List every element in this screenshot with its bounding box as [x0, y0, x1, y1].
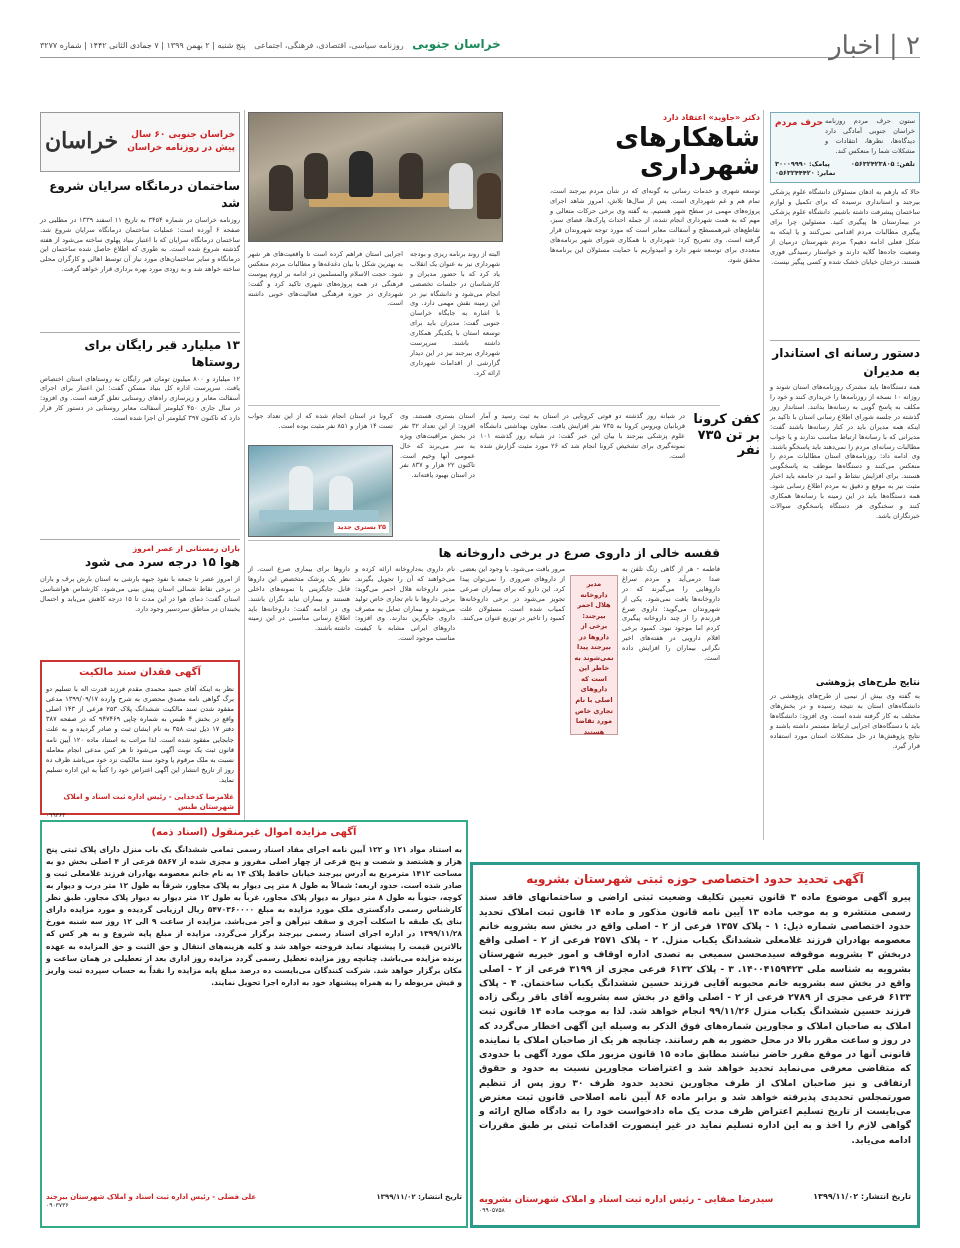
- ad-auction-body: به استناد مواد ۱۲۱ و ۱۲۲ آیین نامه اجرای مفاد اسناد رسمی تمامی ششدانگ یک باب منزل دارای پلاک ثبتی پنج هزار و هشتصد و شصت و پنج فرعی از چهار اصلی مفروز و مجزی شده از ۵۸۶۷ فرعی از ۴ اصلی بخش دو به مساحت ۱۴۱۲ مترمربع به آدرس بیرجند خیابان حافظ پلاک ۱۴ به نام خانم معصومه بهادران فرزند غلامعلی ثبت و صادر شده است. حدود اربعه: شمالاً به طول ۸ متر پی دیوار به پلاک مجاور، شرقاً به طول ۱۲ متر درب و دیوار به کوچه، جنوباً به طول ۸ متر دیوار به دیوار پلاک مجاور، غرباً به طول ۱۲ متر دیوار به دیوار پلاک مجاور. طبق نظر کارشناس رسمی دادگستری ملک مورد مزایده به مبلغ ۵۴۷۰۳۶۰۰۰۰ ریال ارزیابی گردیده و مورد مزایده دارای بنای یک طبقه با اسکلت آجری و سقف تیرآهن و آجر می‌باشد. مزایده از ساعت ۹ الی ۱۲ روز سه شنبه مورخ ۱۳۹۹/۱۱/۲۸ در اداره اجرای اسناد رسمی بیرجند برگزار می‌گردد. مزایده از مبلغ پایه شروع و به هر کس که بالاترین قیمت را پیشنهاد نماید فروخته خواهد شد و کلیه هزینه‌های انتقال و حق الثبت و حق المزایده به عهده برنده مزایده می‌باشد. چنانچه روز مزایده تعطیل رسمی گردد مزایده روز اداری بعد از تعطیلی در همان ساعت و مکان برگزار خواهد شد. شرکت کنندگان می‌بایست ده درصد مبلغ پایه مزایده را نقداً به حساب سپرده ثبت واریز و فیش مربوطه را به همراه پیشنهاد خود به اداره اجرا تحویل نمایند.: [46, 844, 462, 988]
- ad-lost-deed-code: ۰۹۹۳۶۴: [46, 811, 66, 819]
- clinic-text: روزنامه خراسان در شماره ۳۴۵۴ به تاریخ ۱۱ اسفند ۱۳۳۹ در مطلبی در صفحه ۶ آورده است: عملیات ساختمان درمانگاه سرایان شروع شد. ساختمان درمانگاه سرایان که با اعتبار بنیاد پهلوی ساخته می‌شود از هفته گذشته شروع شده است. به طوری که اطلاع حاصل شده ساختمان این درمانگاه و سایر ساختمان‌های مورد نیاز آن توسط اهالی و کارگران محلی ساخته خواهد شد و به زودی مورد بهره برداری قرار خواهد گرفت.: [40, 215, 241, 274]
- hospital-photo-caption: ۲۵ بستری جدید: [334, 522, 389, 533]
- covid-text3: کرونا در استان انجام شده که از این تعداد جواب تست ۱۴ هزار و ۸۵۱ نفر مثبت بوده است.: [248, 412, 393, 430]
- ad-lost-deed-body: نظر به اینکه آقای حمید محمدی مقدم فرزند قدرت اله با تسلیم دو برگ گواهی نامه مصدق محضری به شرح وارده ۱۳۹۹/۰۹/۱۷ مدعی مفقود شدن سند مالکیت ششدانگ پلاک ۲۵۳ فرعی از ۱۴۳ اصلی واقع در بخش ۴ طبس به شماره چاپی ۹۴۷۴۶۹ که در صفحه ۳۸۷ دفتر ۱۷ ذیل ثبت ۳۵۸ به نام ایشان ثبت و صادر گردیده و به علت جابجایی مفقود شده است. لذا مراتب به استناد ماده ۱۲۰ آیین نامه قانون ثبت یک نوبت آگهی می‌شود تا هر کس مدعی انجام معامله نسبت به ملک مرقوم یا وجود سند مالکیت نزد خود می‌باشد ظرف ده روز از تاریخ انتشار این آگهی اعتراض خود را کتباً به این اداره تسلیم نماید.: [46, 684, 235, 785]
- people-voice-label: حرف مردم: [775, 118, 824, 128]
- bitumen-headline: ۱۳ میلیارد قیر رایگان برای روستاها: [84, 337, 240, 370]
- drug-text4: داروها برای بیماری صرع است. از نظر یک پزشک متخصص این داروها قابل جایگزینی با نمونه‌های داخلی هستند و بیماران نباید نگران باشند. وی در ادامه گفت: داروخانه‌ها باید اطلاع رسانی مناسبی در این زمینه داشته باشند.: [248, 565, 350, 633]
- sms-number: ۳۰۰۰۹۹۹۰: [775, 159, 807, 168]
- sixty-years-box: [40, 112, 240, 172]
- drug-headline: قفسه خالی از داروی صرع در برخی داروخانه ها: [438, 546, 720, 560]
- column-divider-left: [244, 110, 245, 820]
- headline-block: [550, 112, 760, 332]
- people-voice-desc: ستون حرف مردم روزنامه خراسان جنوبی آمادگی دارد دیدگاه‌ها، نظرها، انتقادات و مشکلات شما را منعکس کند.: [825, 117, 915, 155]
- headline-col1: توسعه شهری و خدمات رسانی به گونه‌ای که در شأن مردم بیرجند است، تمام هم و غم شهرداری است. پس از سال‌ها تلاش، امروز شاهد اجرای پروژه‌های مهمی در سطح شهر هستیم. به گفته وی برخی حرکات متعالی و مهم که به همت شهرداری انجام شده، از جمله احداث پارک‌ها، فضای سبز، تقاطع‌های غیرهمسطح و آسفالت معابر است که مورد توجه شهروندان قرار گرفته است. وی تصریح کرد: شهرداری با همکاری شورای شهر برنامه‌های متعددی برای توسعه شهر دارد و امیدواریم با حمایت مسئولان این برنامه‌ها محقق شود.: [550, 186, 760, 265]
- row-divider-covid: [248, 405, 720, 406]
- masthead-info: [40, 36, 501, 53]
- clinic-headline: ساختمان درمانگاه سرایان شروع شد: [49, 179, 240, 211]
- date-line: پنج شنبه | ۲ بهمن ۱۳۹۹ | ۷ جمادی الثانی ۱۴۴۲ | شماره ۳۲۷۷: [40, 41, 246, 50]
- ad-lost-deed-title: آگهی فقدان سند مالکیت: [79, 667, 201, 678]
- row-divider-drug: [248, 540, 720, 541]
- governor-text: همه دستگاه‌ها باید مشترک روزنامه‌های استان شوند و روزانه ۱۰ نسخه از روزنامه‌ها را خریداری کنند و خود را مکلف به پاسخ گویی به رسانه‌ها بدانند. استاندار روز گذشته در جلسه شورای اطلاع رسانی استان با تاکید بر اینکه همه مدیران باید در کنار رسانه‌ها باشند گفت: مدیرانی که با رسانه‌ها ارتباط مناسب ندارند و یا جواب مطالبات رسانه‌ای مردم را نمی‌دهند باید پاسخگو باشند. وی ادامه داد: روزنامه‌های استان مطالبات مردم را منعکس می‌کنند و دستگاه‌ها موظف به پاسخگویی هستند. برای افزایش نشاط و امید در جامعه باید اخبار مثبت نیز به موقع و دقیق به مردم اطلاع رسانی شود. همه دستگاه‌ها باید در این زمینه با رسانه‌ها همکاری کنند و سخنگوی هر دستگاه پاسخگوی سوالات خبرنگاران باشد.: [770, 383, 920, 520]
- hospital-photo: [248, 445, 393, 537]
- covid-text2: استان بستری هستند. وی افزود: از این تعداد ۳۲ نفر در بخش مراقبت‌های ویژه به سر می‌برند که حال عمومی آنها وخیم است. تاکنون ۲۲ هزار و ۸۳۷ نفر در استان بهبود یافته‌اند.: [400, 412, 476, 480]
- ad-demarcation: [470, 862, 920, 1228]
- ad-demarcation-title: آگهی تحدید حدود اختصاصی حوزه ثبتی شهرستان بشرویه: [526, 872, 864, 886]
- research-subhead: نتایج طرح‌های پژوهشی: [815, 678, 920, 689]
- right-column: [770, 112, 920, 842]
- covid-text1: در شبانه روز گذشته دو فوتی کرونایی در استان به ثبت رسید و آمار قربانیان ویروس کرونا به ۷۳۵ نفر افزایش یافت. معاون بهداشتی دانشگاه علوم پزشکی بیرجند با بیان این خبر گفت: در شبانه روز گذشته ۱۰۱ نمونه‌گیری برای تشخیص کرونا انجام شد که ۲۶ مورد مثبت گزارش شده است.: [480, 412, 685, 460]
- ad-auction-code: ۰۹۰۳۷۳۶: [46, 1201, 69, 1209]
- people-voice-text: حالا که بازهم به اذهان مسئولان دانشگاه علوم پزشکی بیرجند و استانداری نرسیده که برای تکمیل و لوازم ساختمان پیشرفت داشته باشیم. دانشگاه علوم پزشکی در بیمارستان ها پیگیری کنید. مسئولین چرا برای پیگیری مطالبات مردم اقدامی نمی‌کنند و یا اینکه به شکل فعلی ادامه دهیم؟ مردم شهرستان درمیان از وضعیت جاده‌ها گلایه دارند و خواستار رسیدگی فوری هستند. درختان خیابان خشک شده و کسی پیگیر نیست.: [770, 188, 920, 266]
- ad-demarcation-date: تاریخ انتشار: ۱۳۹۹/۱۱/۰۲: [813, 1192, 911, 1202]
- research-text: به گفته وی بیش از نیمی از طرح‌های پژوهشی در دانشگاه‌های استان به نتیجه رسیده و در بخش‌های مختلف به کار گرفته شده است. وی افزود: دانشگاه‌ها باید با دستگاه‌های اجرایی ارتباط مستمر داشته باشند و نتایج پژوهش‌ها در حل مشکلات استان مورد استفاده قرار گیرد.: [770, 692, 920, 750]
- ad-demarcation-signature: سیدرضا صفایی - رئیس اداره ثبت اسناد و املاک شهرستان بشرویه: [479, 1195, 774, 1206]
- weather-text: از امروز عصر تا جمعه با نفوذ جبهه بارشی به استان بارش برف و باران در برخی نقاط شمالی استان پیش بینی می‌شود. کارشناس هواشناسی استان گفت: دمای هوا در این مدت تا ۱۵ درجه کاهش می‌یابد و احتمال یخبندان در مناطق سردسیر وجود دارد.: [40, 574, 241, 613]
- contact-row: تلفن: ۰۵۶۳۲۴۲۳۸۰۵ پیامک: ۳۰۰۰۹۹۹۰: [775, 159, 915, 168]
- ad-auction: [40, 820, 468, 1228]
- people-voice-box: ستون حرف مردم روزنامه خراسان جنوبی آمادگی دارد دیدگاه‌ها، نظرها، انتقادات و مشکلات شما را منعکس کند. حرف مردم تلفن: ۰۵۶۳۲۴۲۳۸۰۵ پیامک: ۳۰۰۰۹۹۹۰ نمابر: ۰۵۶۳۲۴۴۴۲۰: [770, 112, 920, 183]
- governor-headline: دستور رسانه ای استاندار به مدیران: [772, 346, 920, 378]
- covid-title-box: [690, 412, 760, 552]
- ad-lost-deed: [40, 660, 240, 819]
- drug-text3: نام داروی به‌داروخانه ارائه کرده و می‌خواهند که آن را تحویل بگیرند. مدیر داروخانه هلال احمر می‌گوید: برخی داروها با نام تجاری خاص تولید می‌شوند و بیماران تمایل به مصرف داروی جایگزین ندارند. وی افزود: داروهای ایرانی مشابه با کیفیت مناسب موجود است.: [355, 565, 455, 643]
- column-divider-right: [763, 110, 764, 840]
- drug-text1: فاطمه - هر از گاهی زنگ تلفن به صدا درمی‌آید و مردم سراغ داروهایی را می‌گیرند که در داروخانه‌ها یافت نمی‌شود. یکی از شهروندان می‌گوید: داروی صرع فرزندم را از چند داروخانه پیگیری کردم اما موجود نبود. کمبود برخی اقلام دارویی در هفته‌های اخیر نگرانی بیماران را افزایش داده است.: [622, 565, 720, 663]
- ad-auction-signature: علی فضلی - رئیس اداره ثبت اسناد و املاک شهرستان بیرجند: [46, 1192, 257, 1201]
- sixty-years-caption: خراسان جنوبی ۶۰ سال پیش در روزنامه خراسان: [127, 129, 235, 153]
- paper-logo: خراسان جنوبی: [412, 37, 501, 51]
- masthead: [40, 28, 920, 61]
- headline-col3: اجرایی استان فراهم کرده است تا واقعیت‌های هر شهر به بهترین شکل با بیان دغدغه‌ها و مطالبات مردم منعکس شود. حجت الاسلام والمسلمین در ادامه بر لزوم پیوست فرهنگی در همه پروژه‌های شهری تاکید کرد و گفت: شهرداری در حوزه فرهنگی فعالیت‌های خوبی داشته است.: [248, 250, 403, 308]
- drug-sidebar-quote: مدیر داروخانه هلال احمر بیرجند: برخی از داروها در بیرجند پیدا نمی‌شوند به خاطر این است که داروهای اصلی با نام تجاری خاص مورد تقاضا هستند: [570, 575, 618, 735]
- ad-demarcation-code: ۰۹۹۰۵۷۵۸: [479, 1207, 505, 1215]
- headline-title: شاهکارهای شهرداری: [615, 122, 760, 182]
- fax-number: ۰۵۶۳۲۴۴۴۲۰: [775, 168, 815, 177]
- phone-number: ۰۵۶۳۲۴۲۳۸۰۵: [850, 159, 895, 168]
- ad-lost-deed-signature: غلامرضا کدخدایی - رئیس اداره ثبت اسناد و املاک شهرستان طبس: [63, 792, 234, 811]
- ad-auction-date: تاریخ انتشار: ۱۳۹۹/۱۱/۰۲: [376, 1192, 462, 1201]
- covid-headline: کفن کرونا بر تن ۷۳۵ نفر: [693, 412, 760, 459]
- meeting-photo: [248, 112, 503, 242]
- bitumen-text: ۱۲ میلیارد و ۸۰۰ میلیون تومان قیر رایگان به روستاهای استان اختصاص یافت. سرپرست اداره کل بنیاد مسکن گفت: این اعتبار برای اجرای آسفالت معابر و زیرسازی راه‌های روستایی تعلق گرفته است. وی افزود: در سال جاری ۴۵۰ کیلومتر آسفالت معابر روستایی در دستور کار قرار دارد که تاکنون ۳۹۷ کیلومتر آن اجرا شده است.: [40, 374, 240, 423]
- ad-demarcation-body: پیرو آگهی موضوع ماده ۳ قانون تعیین تکلیف وضعیت ثبتی اراضی و ساختمانهای فاقد سند رسمی منتشره و به موجب ماده ۱۳ آیین نامه قانون مذکور و ماده ۱۴ قانون ثبت املاک تحدید حدود اختصاصی شماره ذیل: ۱ - پلاک ۱۳۵۷ فرعی از ۲ - اصلی واقع در بخش سه بشرویه خانم معصومه بهادران فرزند غلامعلی ششدانگ یکباب منزل. ۲ - پلاک ۲۵۷۱ فرعی از ۲ - اصلی واقع دربخش ۳ بشرویه موقوفه سیدمحسن سمیعی به تصدی اداره اوقاف و امور خیریه شهرستان بشرویه به شناسه ملی ۱۴۰۰۴۱۵۹۴۲۳. ۳ - پلاک ۶۱۳۲ فرعی مجزی از ۳۱۹۹ فرعی از ۲ - اصلی واقع در بخش سه بشرویه خانم محبوبه آقایی فرزند حسین ششدانگ یکباب ساختمان. ۴ - پلاک ۶۱۳۳ فرعی مجزی از ۲۷۸۹ فرعی از ۲ - اصلی واقع در بخش سه بشرویه آقای باقر ریگی زاده فرزند حسین ششدانگ یکباب منزل ۹۹/۱۱/۲۶ انجام خواهد شد. لذا به موجب ماده ۱۴ قانون ثبت املاک به صاحبان املاک و مجاورین شماره‌های فوق الذکر به وسیله این آگهی اخطار می‌گردد که در روز و ساعت مقرر بالا در محل حضور به هم رسانند. چنانچه هر یک از صاحبان املاک یا نماینده قانونی آنها در موقع مقرر حاضر نباشند مطابق ماده ۱۵ قانون مزبور ملک مورد آگهی با حدودی که متقاضی معرفی می‌نماید تحدید خواهد شد و اعتراضات مجاورین نسبت به حدود و حقوق ارتفاقی و نیز صاحبان املاک از طرف مجاورین تحدید حدود ظرف ۳۰ روز پس از تنظیم صورتمجلس تحدیدی پذیرفته خواهد شد و برابر ماده ۸۶ آیین نامه اصلاحی قانون ثبت معترض می‌بایست از تاریخ تسلیم اعتراض ظرف مدت یک ماه دادخواست خود را به دادگاه صالح ارائه و گواهی لازم را اخذ و به این اداره تسلیم نماید در غیر اینصورت اقدامات ثبتی بر طبق مقررات ادامه می‌یابد.: [479, 892, 912, 1146]
- weather-subhead: باران زمستانی از عصر امروز: [132, 543, 240, 553]
- khorasan-logo: خراسان: [45, 128, 119, 155]
- paper-tagline: روزنامه سیاسی، اقتصادی، فرهنگی، اجتماعی: [254, 41, 404, 50]
- drug-title-box: [248, 545, 720, 561]
- section-title: ۲ | اخبار: [829, 31, 920, 61]
- headline-kicker: دکتر «جاوید» اعتقاد دارد: [663, 113, 760, 122]
- ad-auction-title: آگهی مزایده اموال غیرمنقول (اسناد ذمه): [151, 827, 357, 838]
- drug-text2: مرور یافت می‌شود. با وجود این بعضی از داروهای ضروری را نمی‌توان پیدا کرد. این دارو که برای بیماران صرعی تجویز می‌شود در برخی داروخانه‌ها کمیاب شده است. مسئولان علت کمبود را تاخیر در توزیع عنوان می‌کنند.: [460, 565, 565, 623]
- headline-col2: البته از روند برنامه ریزی و بودجه شهرداری نیز به عنوان یک انقلاب یاد کرد که با حضور مدیران و کارشناسان در جلسات تخصصی انجام می‌شود و دانشگاه نیز در این زمینه نقش مهمی دارد. وی با اشاره به جایگاه خراسان جنوبی گفت: مدیران باید برای توسعه استان با یکدیگر همکاری داشته باشند. سرپرست شهرداری بیرجند نیز در این دیدار گزارشی از اقدامات شهرداری ارائه کرد.: [410, 250, 500, 377]
- weather-headline: هوا ۱۵ درجه سرد می شود: [85, 555, 240, 570]
